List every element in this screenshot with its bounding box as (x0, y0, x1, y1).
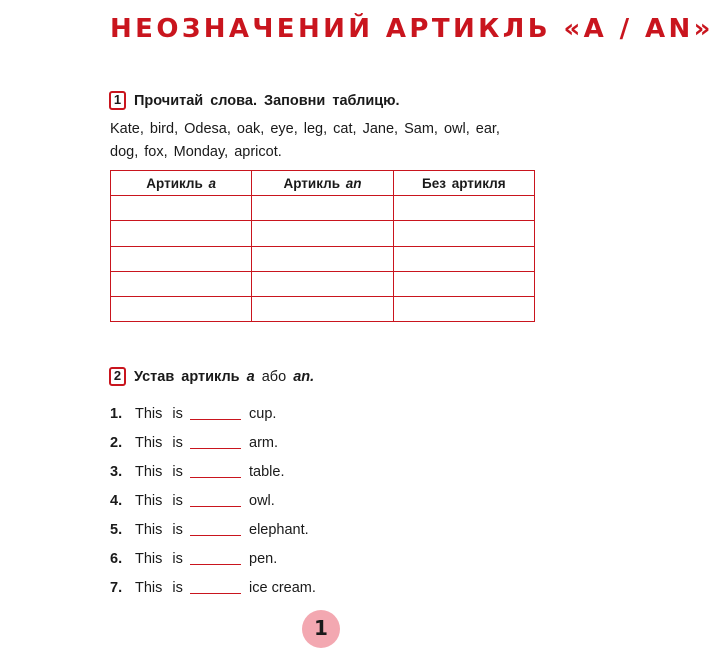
answer-blank[interactable] (190, 407, 241, 420)
task2-article-a: a (246, 368, 255, 385)
table-cell[interactable] (111, 196, 252, 221)
item-word: cup. (249, 405, 277, 422)
table-cell[interactable] (111, 246, 252, 271)
item-word: pen. (249, 550, 278, 567)
page-title: НЕОЗНАЧЕНИЙ АРТИКЛЬ «A / AN» (110, 14, 714, 44)
exercise-list (110, 399, 316, 602)
item-number: 4. (110, 492, 123, 509)
table-cell[interactable] (393, 271, 534, 296)
answer-blank[interactable] (190, 581, 241, 594)
table-cell[interactable] (252, 196, 393, 221)
answer-blank[interactable] (190, 523, 241, 536)
item-word: arm. (249, 434, 278, 451)
header-article-an-word: an (345, 175, 362, 191)
table-row (111, 271, 535, 296)
task1-heading (109, 91, 400, 110)
item-word: table. (249, 463, 285, 480)
item-number: 5. (110, 521, 123, 538)
table-row (111, 296, 535, 321)
page-number-badge: 1 (302, 610, 340, 648)
table-row (111, 246, 535, 271)
item-number: 3. (110, 463, 123, 480)
task1-instruction: Прочитай слова. Заповни таблицю. (134, 92, 400, 109)
item-number: 1. (110, 405, 123, 422)
table-cell[interactable] (393, 196, 534, 221)
table-cell[interactable] (111, 296, 252, 321)
answer-blank[interactable] (190, 494, 241, 507)
item-lead: This is (135, 492, 183, 509)
word-list-line-1: Kate, bird, Odesa, oak, eye, leg, cat, Jane, Sam, owl, ear, (110, 121, 500, 137)
header-no-article-label: Без артикля (422, 175, 506, 191)
table-cell[interactable] (111, 271, 252, 296)
list-item (110, 515, 316, 544)
header-article-a (111, 171, 252, 196)
table-header-row (111, 171, 535, 196)
item-word: owl. (249, 492, 275, 509)
task2-instruction-mid: або (254, 368, 294, 385)
item-lead: This is (135, 434, 183, 451)
answer-blank[interactable] (190, 552, 241, 565)
table-cell[interactable] (252, 246, 393, 271)
table-cell[interactable] (393, 296, 534, 321)
list-item (110, 573, 316, 602)
header-article-a-word: a (208, 175, 217, 191)
list-item (110, 428, 316, 457)
item-lead: This is (135, 463, 183, 480)
word-list-line-2: dog, fox, Monday, apricot. (110, 144, 282, 160)
item-number: 2. (110, 434, 123, 451)
answer-blank[interactable] (190, 465, 241, 478)
header-no-article (393, 171, 534, 196)
item-word: elephant. (249, 521, 309, 538)
table-row (111, 221, 535, 246)
table-cell[interactable] (393, 221, 534, 246)
list-item (110, 399, 316, 428)
task2-heading (109, 367, 314, 386)
article-sorting-table (110, 170, 535, 322)
item-lead: This is (135, 579, 183, 596)
word-list (110, 118, 530, 164)
table-cell[interactable] (111, 221, 252, 246)
task2-number-badge: 2 (109, 367, 126, 386)
list-item (110, 457, 316, 486)
table-cell[interactable] (252, 271, 393, 296)
item-lead: This is (135, 521, 183, 538)
item-number: 7. (110, 579, 123, 596)
list-item (110, 544, 316, 573)
header-article-an-label: Артикль (283, 175, 346, 191)
item-word: ice cream. (249, 579, 316, 596)
table-cell[interactable] (252, 296, 393, 321)
answer-blank[interactable] (190, 436, 241, 449)
list-item (110, 486, 316, 515)
task2-article-an: an. (293, 368, 315, 385)
table-row (111, 196, 535, 221)
table-cell[interactable] (393, 246, 534, 271)
header-article-an (252, 171, 393, 196)
item-lead: This is (135, 550, 183, 567)
task2-instruction-prefix: Устав артикль (134, 368, 247, 385)
header-article-a-label: Артикль (146, 175, 209, 191)
task1-number-badge: 1 (109, 91, 126, 110)
item-number: 6. (110, 550, 123, 567)
item-lead: This is (135, 405, 183, 422)
table-cell[interactable] (252, 221, 393, 246)
